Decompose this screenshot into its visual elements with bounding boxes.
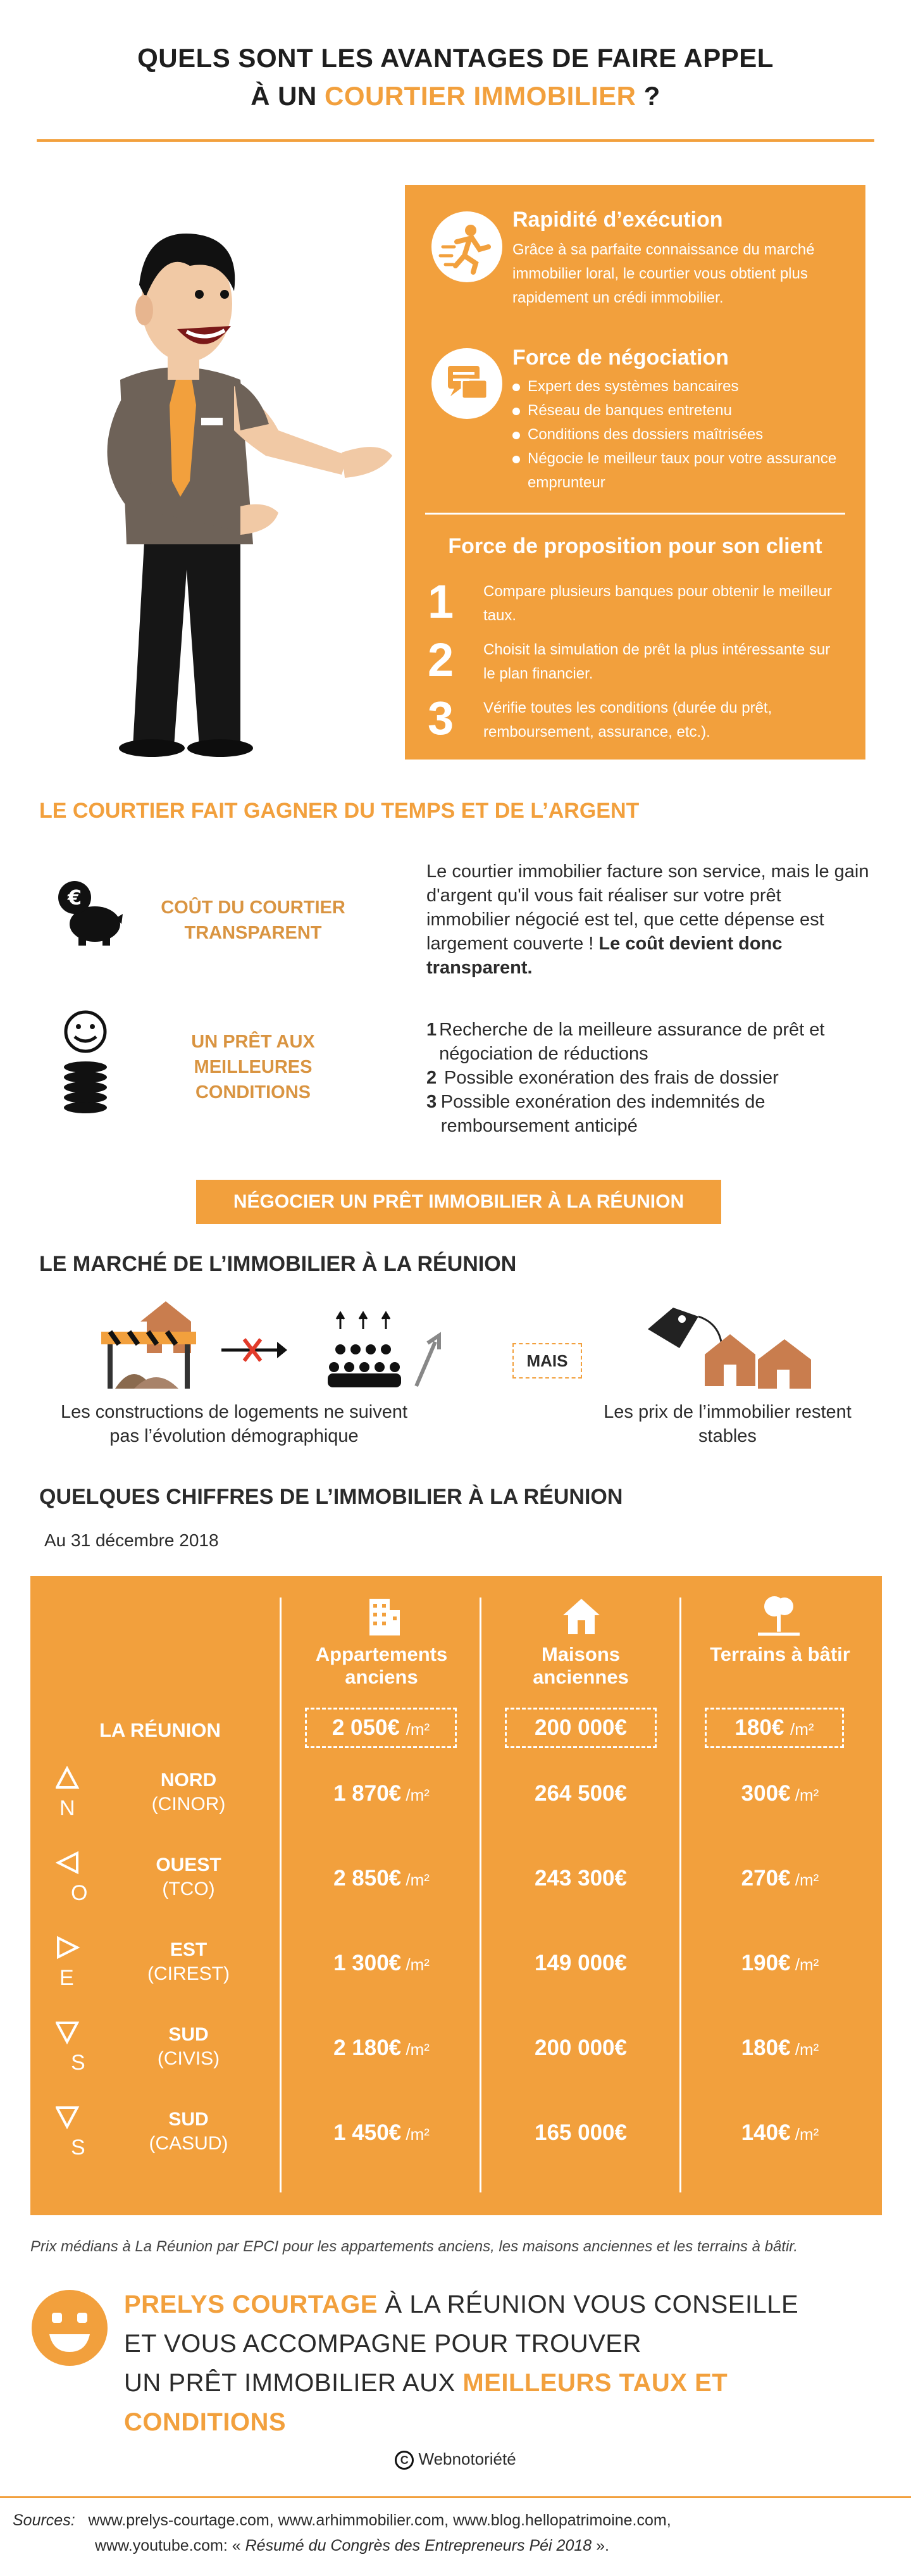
list-item: 2 Possible exonération des frais de dossier <box>426 1068 779 1088</box>
house-icon <box>559 1595 604 1637</box>
reunion-value: 200 000€ <box>505 1708 657 1748</box>
region-label: SUD (CASUD) <box>149 2109 228 2154</box>
apartment-building-icon <box>359 1594 404 1638</box>
construction-house-icon <box>96 1296 197 1391</box>
negocier-banner: NÉGOCIER UN PRÊT IMMOBILIER À LA RÉUNION <box>196 1180 721 1224</box>
table-note: Prix médians à La Réunion par EPCI pour les appartements anciens, les maisons anciennes et les terrains à bâtir. <box>30 2238 798 2255</box>
region-label: SUD (CIVIS) <box>157 2024 220 2069</box>
list-item: Conditions des dossiers maîtrisées <box>512 423 841 447</box>
reunion-label: LA RÉUNION <box>99 1719 221 1741</box>
title-divider <box>37 139 874 142</box>
table-cell: 190€ /m² <box>741 1951 819 1975</box>
list-item: Expert des systèmes bancaires <box>512 375 841 399</box>
chiffres-date: Au 31 décembre 2018 <box>44 1530 219 1550</box>
negociation-list <box>512 375 841 495</box>
proposition-title: Force de proposition pour son client <box>448 534 822 558</box>
title-line-1: QUELS SONT LES AVANTAGES DE FAIRE APPEL <box>137 43 774 73</box>
table-cell: 149 000€ <box>535 1951 627 1975</box>
conclusion-line-3: UN PRÊT IMMOBILIER AUX MEILLEURS TAUX ET CONDITIONS <box>124 2369 728 2436</box>
rapidite-text: Grâce à sa parfaite connaissance du marché immobilier loral, le courtier vous obtient plus rapidement un crédi immobilier. <box>512 241 815 306</box>
list-item: 3 Possible exonération des indemnités de remboursement anticipé <box>426 1092 765 1136</box>
direction-letter: O <box>71 1881 88 1905</box>
smiley-icon <box>30 2289 109 2367</box>
cout-conclusion: Le coût devient donc transparent. <box>426 934 783 978</box>
direction-triangle-icon <box>56 2020 81 2046</box>
reunion-value: 2 050€ /m² <box>305 1708 457 1748</box>
direction-triangle-icon <box>56 1851 81 1876</box>
gain-heading: LE COURTIER FAIT GAGNER DU TEMPS ET DE L’ARGENT <box>39 799 640 823</box>
table-cell: 200 000€ <box>535 2035 627 2060</box>
list-item: 1 Recherche de la meilleure assurance de prêt et négociation de réductions <box>426 1020 825 1064</box>
table-cell: 270€ /m² <box>741 1866 819 1891</box>
price-tag-houses-icon <box>641 1304 819 1392</box>
euro-piggy-bank-icon <box>56 878 125 948</box>
crossed-arrow-icon <box>219 1334 288 1366</box>
conclusion-line-1: PRELYS COURTAGE À LA RÉUNION VOUS CONSEILLE <box>124 2291 799 2318</box>
pret-list <box>426 1018 869 1138</box>
svg-text:€: € <box>67 885 82 910</box>
table-cell: 2 850€ /m² <box>333 1866 430 1891</box>
list-item: Réseau de banques entretenu <box>512 399 841 423</box>
column-header: Terrains à bâtir <box>710 1643 850 1665</box>
runner-icon <box>431 211 502 282</box>
direction-letter: S <box>71 2051 85 2075</box>
step-number: 2 <box>428 634 454 686</box>
table-cell: 243 300€ <box>535 1866 627 1891</box>
region-label: EST (CIREST) <box>147 1939 230 1984</box>
rapidite-title: Rapidité d’exécution <box>512 208 723 232</box>
step-number: 3 <box>428 692 454 744</box>
chat-icon <box>431 348 502 419</box>
step-text: Vérifie toutes les conditions (durée du prêt, remboursement, assurance, etc.). <box>483 699 772 741</box>
right-caption: Les prix de l’immobilier restent stables <box>604 1402 852 1446</box>
sources <box>13 2508 671 2558</box>
pret-label: UN PRÊT AUX MEILLEURES CONDITIONS <box>191 1032 315 1103</box>
conclusion-line-2: ET VOUS ACCOMPAGNE POUR TROUVER <box>124 2330 641 2358</box>
advantages-box <box>405 185 865 760</box>
reunion-value: 180€ /m² <box>705 1708 844 1748</box>
table-cell: 140€ /m² <box>741 2120 819 2145</box>
column-divider <box>280 1597 282 2192</box>
title-line-2: À UN COURTIER IMMOBILIER ? <box>251 81 660 111</box>
chiffres-heading: QUELQUES CHIFFRES DE L’IMMOBILIER À LA RÉUNION <box>39 1485 623 1509</box>
prices-table <box>30 1576 882 2215</box>
marche-heading: LE MARCHÉ DE L’IMMOBILIER À LA RÉUNION <box>39 1252 517 1276</box>
population-growth-icon <box>321 1310 442 1392</box>
column-header: Appartements anciens <box>315 1643 448 1688</box>
direction-triangle-icon <box>56 2105 81 2130</box>
mais-label: MAIS <box>512 1343 582 1379</box>
step-text: Choisit la simulation de prêt la plus intéressante sur le plan financier. <box>483 641 831 682</box>
tree-land-icon <box>755 1592 802 1638</box>
table-cell: 180€ /m² <box>741 2035 819 2060</box>
table-cell: 1 300€ /m² <box>333 1951 430 1975</box>
title-highlight: COURTIER IMMOBILIER <box>325 81 636 111</box>
smiley-coins-icon <box>57 1009 114 1116</box>
direction-letter: E <box>59 1966 74 1990</box>
region-label: NORD (CINOR) <box>151 1770 226 1815</box>
direction-triangle-icon <box>56 1935 81 1961</box>
negociation-title: Force de négociation <box>512 346 729 370</box>
credit: C Webnotoriété <box>0 2449 911 2470</box>
direction-letter: S <box>71 2135 85 2160</box>
courtier-illustration <box>51 190 405 760</box>
sources-label: Sources: <box>13 2511 75 2529</box>
region-label: OUEST (TCO) <box>156 1854 221 1899</box>
table-cell: 2 180€ /m² <box>333 2035 430 2060</box>
direction-triangle-icon <box>56 1766 81 1791</box>
table-cell: 300€ /m² <box>741 1781 819 1806</box>
table-cell: 165 000€ <box>535 2120 627 2145</box>
table-cell: 1 870€ /m² <box>333 1781 430 1806</box>
column-divider <box>679 1597 681 2192</box>
step-number: 1 <box>428 575 454 628</box>
page-title <box>0 39 911 115</box>
column-divider <box>480 1597 481 2192</box>
table-cell: 1 450€ /m² <box>333 2120 430 2145</box>
sources-line-1: www.prelys-courtage.com, www.arhimmobilier.com, www.blog.hellopatrimoine.com, <box>88 2511 671 2529</box>
direction-letter: N <box>59 1796 75 1820</box>
divider <box>425 513 845 515</box>
conclusion-text <box>124 2285 896 2442</box>
copyright-icon: C <box>395 2451 414 2470</box>
list-item: Négocie le meilleur taux pour votre assurance emprunteur <box>512 447 841 495</box>
cout-label: COÛT DU COURTIER TRANSPARENT <box>161 897 345 943</box>
sources-line-2: www.youtube.com: « Résumé du Congrès des Entrepreneurs Péi 2018 ». <box>95 2537 609 2554</box>
left-caption: Les constructions de logements ne suivent pas l’évolution démographique <box>60 1402 408 1446</box>
step-text: Compare plusieurs banques pour obtenir le meilleur taux. <box>483 583 832 624</box>
table-cell: 264 500€ <box>535 1781 627 1806</box>
cout-text: Le courtier immobilier facture son service, mais le gain d'argent qu'il vous fait réaliser sur votre prêt immobilier négocié est tel, que cette dépense est largement couverte ! Le coût devient donc transparent. <box>426 861 869 978</box>
footer-divider <box>0 2496 911 2498</box>
column-header: Maisons anciennes <box>533 1643 629 1688</box>
